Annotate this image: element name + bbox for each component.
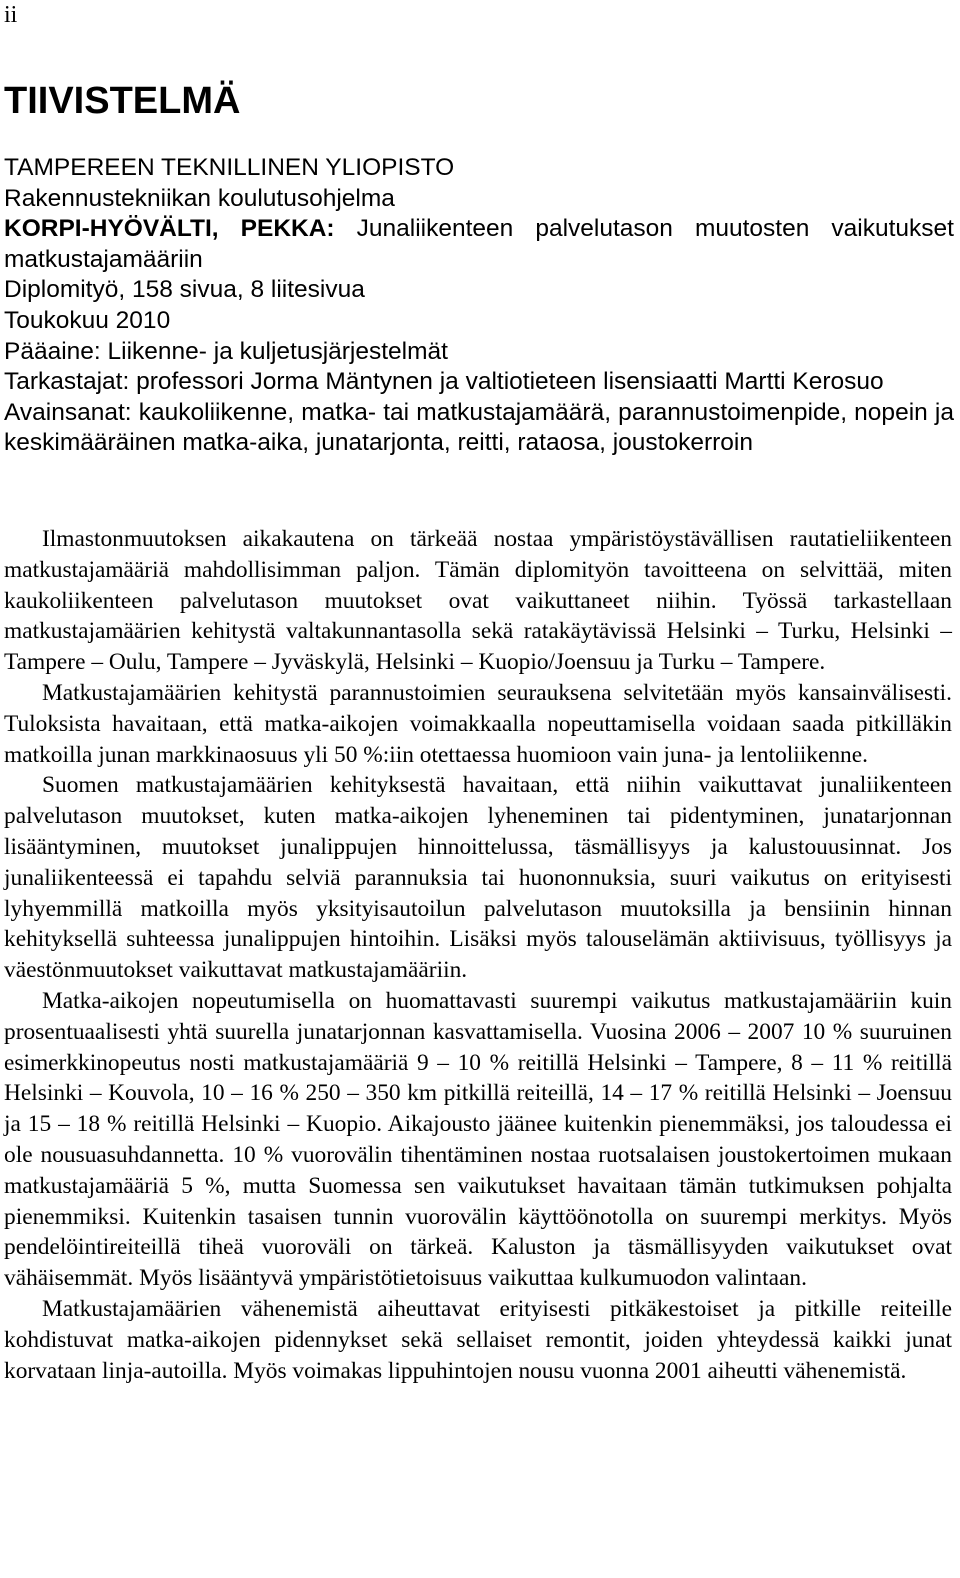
date-line: Toukokuu 2010 [4,306,171,334]
page-title: TIIVISTELMÄ [4,80,241,122]
programme-line: Rakennustekniikan koulutusohjelma [4,184,395,212]
university-line: TAMPEREEN TEKNILLINEN YLIOPISTO [4,154,455,181]
keywords-line: Avainsanat: kaukoliikenne, matka- tai matkustajamäärä, parannustoimenpide, nopein ja keskimääräinen matka-aika, junatarjonta, reitti, rataosa, joustokerroin [4,398,954,457]
abstract-paragraph: Ilmastonmuutoksen aikakautena on tärkeää nostaa ympäristöystävällisen rautatieliikenteen matkustajamääriä mahdollisimman paljon. Tämän diplomityön tavoitteena on selvittää, miten kaukoliikenteen palvelutason muutokset ovat vaikuttaneet niihin. Työssä tarkastellaan matkustajamäärien kehitystä valtakunnantasolla sekä ratakäytävissä Helsinki – Turku, Helsinki – Tampere – Oulu, Tampere – Jyväskylä, Helsinki – Kuopio/Joensuu ja Turku – Tampere. [4,526,952,676]
abstract-paragraph: Matka-aikojen nopeutumisella on huomattavasti suurempi vaikutus matkustajamääriin kuin prosentuaalisesti yhtä suurella junatarjonnan kasvattamisella. Vuosina 2006 – 2007 10 % suuruinen esimerkkinopeutus nosti matkustajamääriä 9 – 10 % reitillä Helsinki – Tampere, 8 – 11 % reitillä Helsinki – Kouvola, 10 – 16 % 250 – 350 km pitkillä reiteillä, 14 – 17 % reitillä Helsinki – Joensuu ja 15 – 18 % reitillä Helsinki – Kuopio. Aikajousto jäänee kuitenkin pienemmäksi, jos taloudessa ei ole nousuasuhdannetta. 10 % vuorovälin tihentäminen nostaa ruotsalaisen joustokertoimen mukaan matkustajamääriä 5 %, mutta Suomessa sen vaikutukset havaitaan tämän tutkimuksen pohjalta pienemmiksi. Kuitenkin tasaisen tunnin vuorovälin käyttöönotolla on suurempi merkitys. Myös pendelöintireiteillä tiheä vuoroväli on tärkeä. Kaluston ja täsmällisyyden vaikutukset ovat vähäisemmät. Myös lisääntyvä ympäristötietoisuus vaikuttaa kulkumuodon valintaan. [4,987,952,1292]
author-name: KORPI-HYÖVÄLTI, PEKKA: [4,215,335,243]
abstract-paragraph: Matkustajamäärien kehitystä parannustoimien seurauksena selvitetään myös kansainvälisesti. Tuloksista havaitaan, että matka-aikojen voimakkaalla nopeuttamisella voidaan saada pitkilläkin matkoilla junan markkinaosuus yli 50 %:iin otettaessa huomioon vain juna- ja lentoliikenne. [4,679,952,768]
extent-line: Diplomityö, 158 sivua, 8 liitesivua [4,276,365,304]
author-title-line [4,214,954,275]
abstract-paragraph: Matkustajamäärien vähenemistä aiheuttavat erityisesti pitkäkestoiset ja pitkille reiteille kohdistuvat matka-aikojen pidennykset sekä sellaiset remontit, joiden yhteydessä kaikki junat korvataan linja-autoilla. Myös voimakas lippuhintojen nousu vuonna 2001 aiheutti vähenemistä. [4,1295,952,1384]
abstract-paragraph: Suomen matkustajamäärien kehityksestä havaitaan, että niihin vaikuttavat junaliikenteen palvelutason muutokset, kuten matka-aikojen lyheneminen tai pidentyminen, junatarjonnan lisääntyminen, muutokset junalippujen hinnoittelussa, täsmällisyys ja kalustouusinnat. Jos junaliikenteessä ei tapahdu selviä parannuksia tai huononnuksia, suuri vaikutus on erityisesti lyhyemmillä matkoilla myös yksityisautoilun palvelutason muutoksilla ja bensiinin hinnan kehityksellä suhteessa junalippujen hintoihin. Lisäksi myös talouselämän aktiivisuus, työllisyys ja väestönmuutokset vaikuttavat matkustajamääriin. [4,772,952,984]
abstract-body [4,524,952,1386]
thesis-metadata [4,153,954,459]
thesis-title: Junaliikenteen palvelutason muutosten vaikutukset matkustajamääriin [4,215,954,273]
major-line: Pääaine: Liikenne- ja kuljetusjärjestelmät [4,337,448,365]
page-number: ii [4,2,18,28]
examiners-line: Tarkastajat: professori Jorma Mäntynen ja valtiotieteen lisensiaatti Martti Kerosuo [4,368,884,396]
